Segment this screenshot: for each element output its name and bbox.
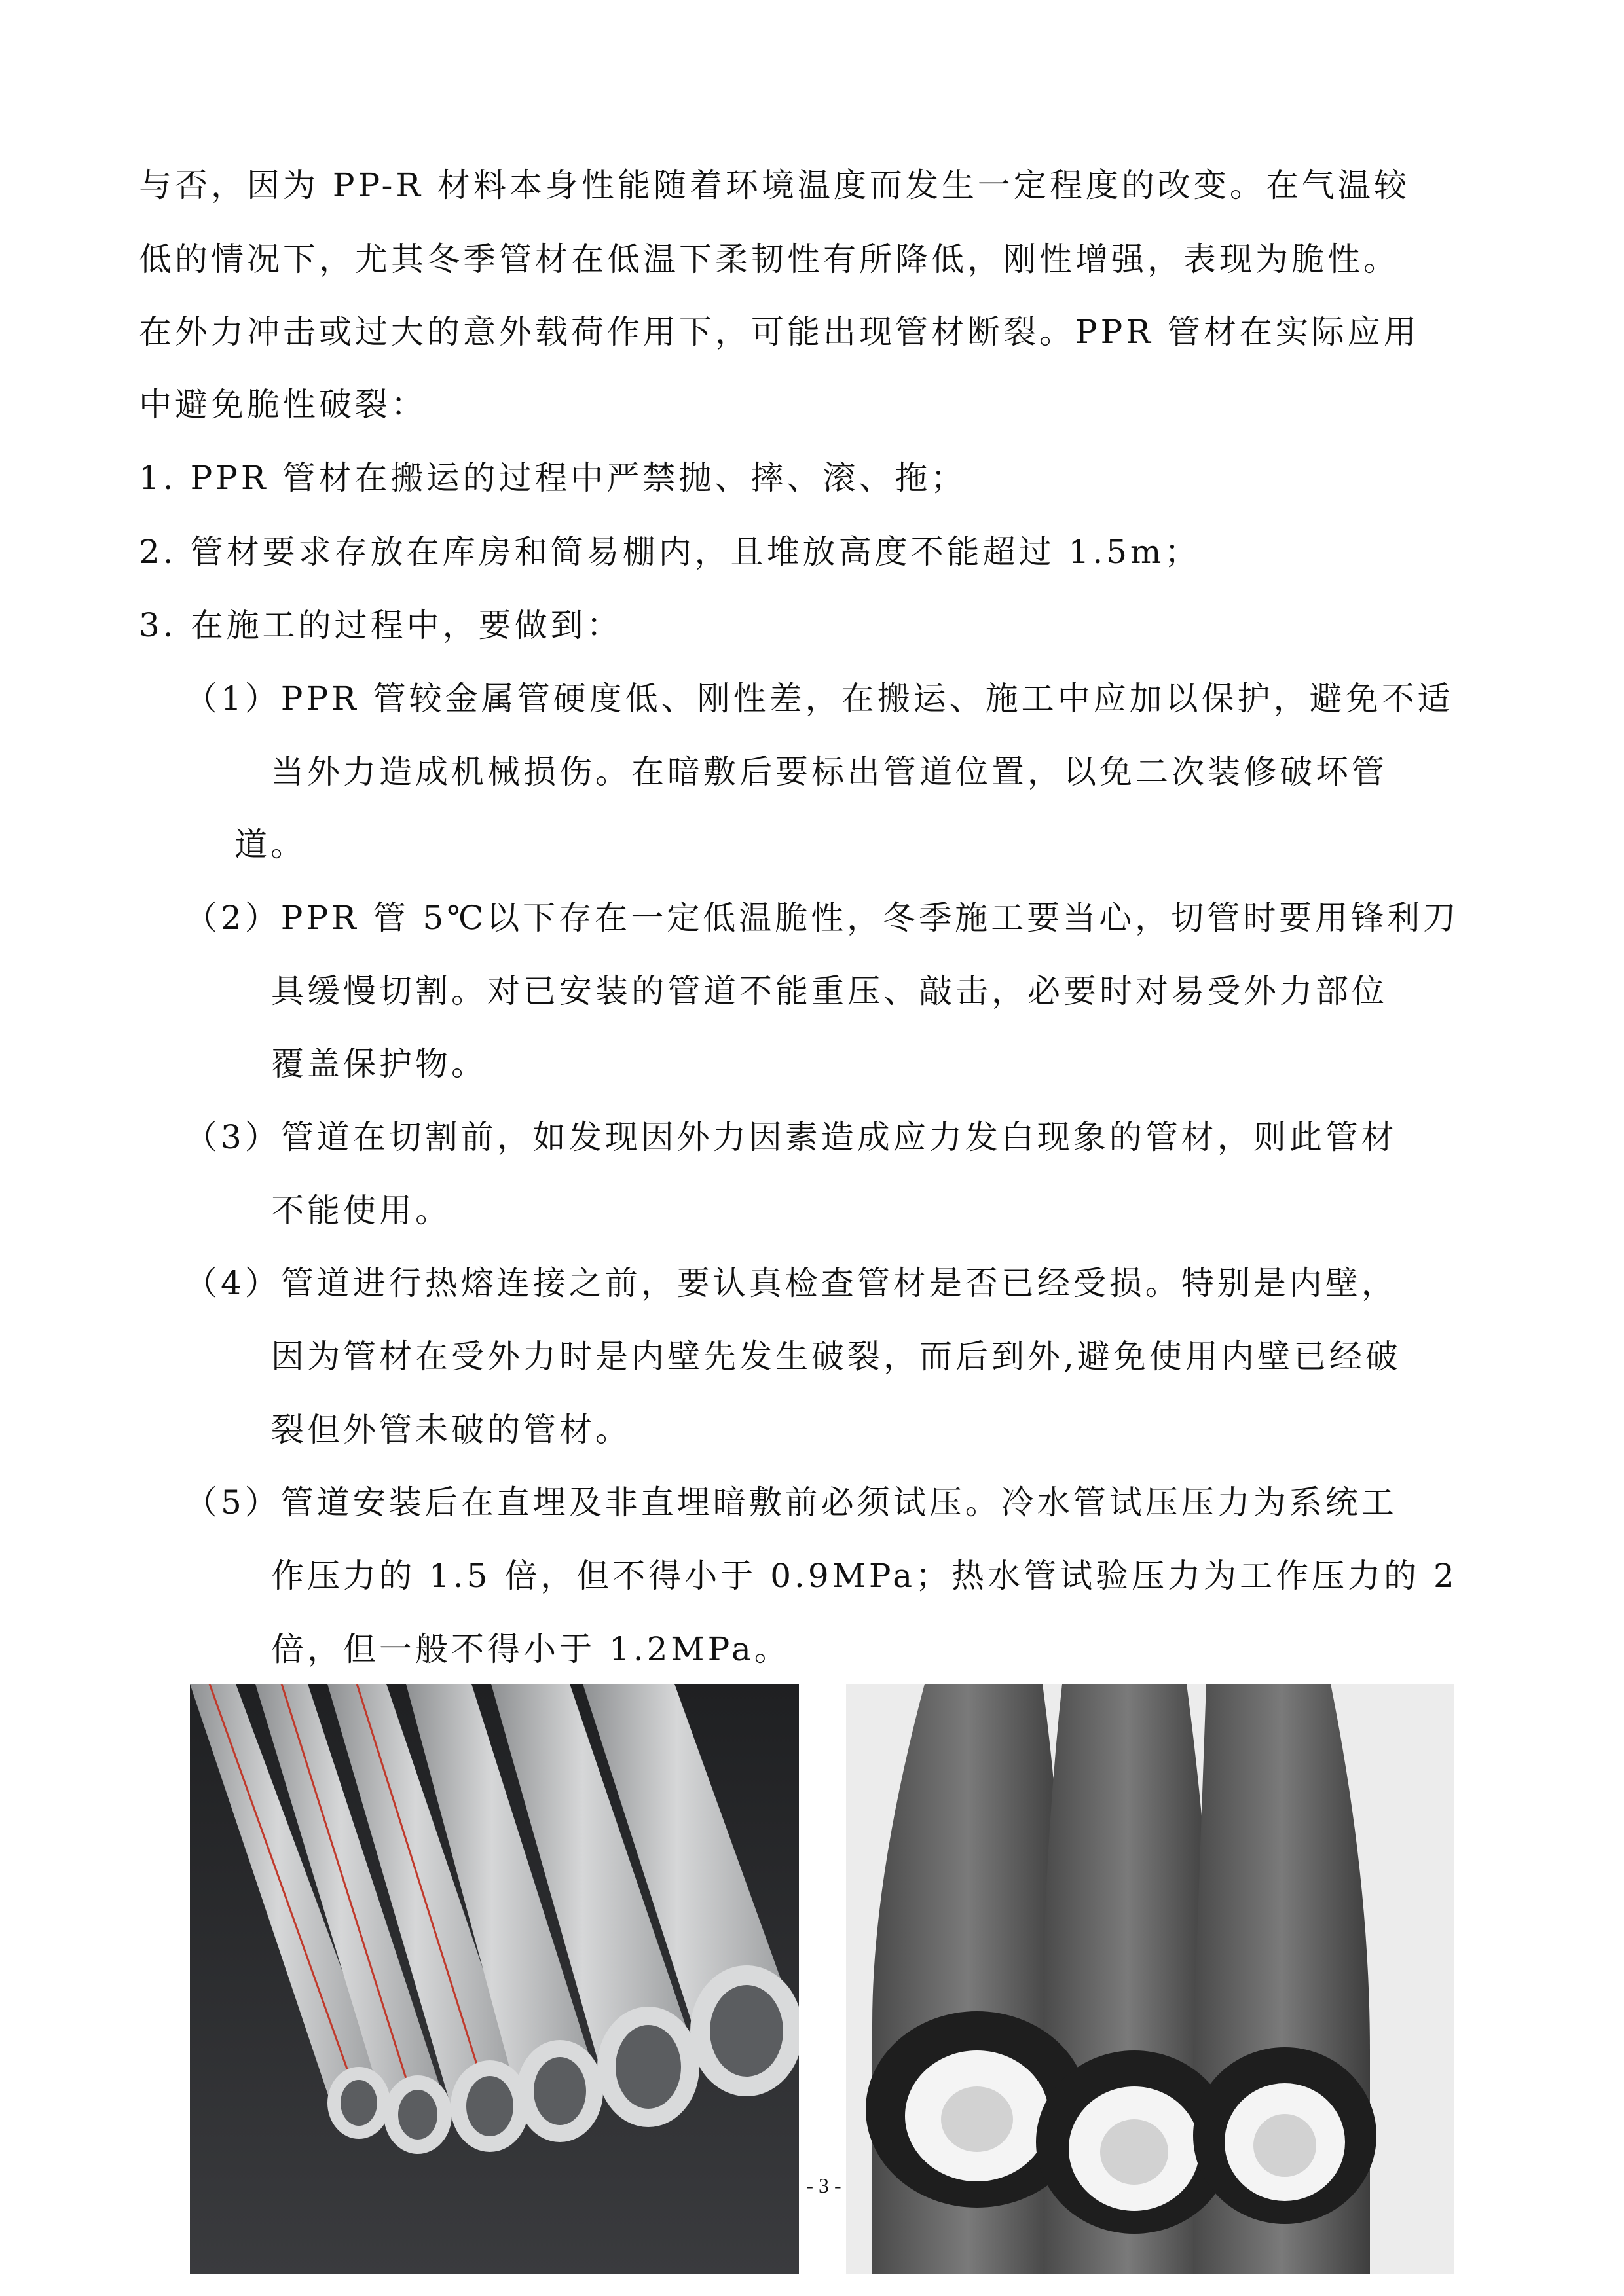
list-item-3: 3. 在施工的过程中，要做到： [139,606,623,644]
sub-item-2-line-2: 具缓慢切割。对已安装的管道不能重压、敲击，必要时对易受外力部位 [271,972,1388,1010]
sub-item-2-line-1: （2）PPR 管 5℃以下存在一定低温脆性，冬季施工要当心，切管时要用锋利刀 [185,899,1460,937]
sub-item-5-line-1: （5）管道安装后在直埋及非直埋暗敷前必须试压。冷水管试压压力为系统工 [185,1484,1397,1522]
sub-item-4-line-2: 因为管材在受外力时是内壁先发生破裂，而后到外,避免使用内壁已经破 [271,1338,1401,1376]
intro-line-1: 与否，因为 PP-R 材料本身性能随着环境温度而发生一定程度的改变。在气温较 [139,166,1410,204]
insulated-pipes-photo [846,1684,1454,2274]
sub-item-5-line-3: 倍，但一般不得小于 1.2MPa。 [271,1630,790,1668]
sub-item-1-line-2: 当外力造成机械损伤。在暗敷后要标出管道位置，以免二次装修破坏管 [271,753,1388,791]
sub-item-1-line-1: （1）PPR 管较金属管硬度低、刚性差，在搬运、施工中应加以保护，避免不适 [185,680,1454,718]
list-item-2: 2. 管材要求存放在库房和简易棚内，且堆放高度不能超过 1.5m； [139,533,1201,571]
intro-line-4: 中避免脆性破裂： [139,386,427,424]
sub-item-2-line-3: 覆盖保护物。 [271,1045,487,1083]
intro-line-2: 低的情况下，尤其冬季管材在低温下柔韧性有所降低，刚性增强，表现为脆性。 [139,240,1399,278]
sub-item-3-line-1: （3）管道在切割前，如发现因外力因素造成应力发白现象的管材，则此管材 [185,1118,1397,1156]
sub-item-5-line-2: 作压力的 1.5 倍，但不得小于 0.9MPa；热水管试验压力为工作压力的 2 [271,1557,1458,1595]
sub-item-3-line-2: 不能使用。 [271,1192,451,1230]
intro-line-3: 在外力冲击或过大的意外载荷作用下，可能出现管材断裂。PPR 管材在实际应用 [139,313,1420,351]
ppr-pipes-photo [190,1684,799,2274]
list-item-1: 1. PPR 管材在搬运的过程中严禁抛、摔、滚、拖； [139,459,967,497]
sub-item-1-line-3: 道。 [234,826,306,864]
sub-item-4-line-1: （4）管道进行热熔连接之前，要认真检查管材是否已经受损。特别是内壁， [185,1264,1397,1302]
sub-item-4-line-3: 裂但外管未破的管材。 [271,1411,631,1449]
page-number: - 3 - [804,2172,843,2198]
